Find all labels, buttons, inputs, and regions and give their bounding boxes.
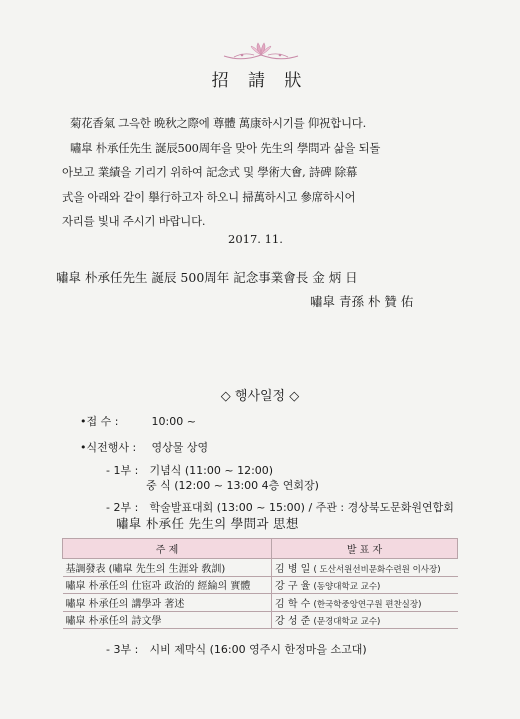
- schedule-part1: [106, 462, 273, 478]
- part3-value: 시비 제막식 (16:00 영주시 한정마을 소고대): [149, 643, 367, 656]
- presenter-affiliation: ( 도산서원선비문화수련원 이사장): [313, 564, 441, 575]
- presenter-cell: [272, 611, 458, 629]
- presenter-affiliation: (한국학중앙연구원 편찬실장): [313, 599, 422, 610]
- invitation-date: 2017. 11.: [228, 232, 283, 246]
- presenter-name: 김 병 일: [275, 563, 311, 575]
- topic-cell: 嘯皐 朴承任의 仕宦과 政治的 經綸의 實體: [63, 576, 272, 594]
- table-header-presenter: 발 표 자: [272, 539, 458, 559]
- schedule-title: ◇ 행사일정 ◇: [220, 389, 300, 404]
- table-row: [63, 576, 458, 594]
- part1-label: - 1부 :: [106, 464, 139, 477]
- schedule-part3: [106, 641, 367, 657]
- table-header-topic: 주 제: [63, 539, 272, 559]
- schedule-pre-event: [80, 439, 208, 455]
- topic-cell: 嘯皐 朴承任의 講學과 著述: [63, 594, 272, 612]
- invitation-body: [62, 111, 466, 234]
- reception-value: 10:00 ~: [151, 415, 196, 428]
- pre-event-label: •식전행사 :: [80, 441, 137, 454]
- presenter-affiliation: (동양대학교 교수): [313, 582, 381, 593]
- topic-cell: 嘯皐 朴承任의 詩文學: [63, 611, 272, 629]
- part1-line1: 기념식 (11:00 ~ 12:00): [149, 464, 274, 477]
- body-line: 菊花香氣 그윽한 晩秋之際에 尊體 萬康하시기를 仰祝합니다.: [70, 116, 367, 130]
- presenter-cell: [272, 594, 458, 612]
- body-line: 자리를 빛내 주시기 바랍니다.: [62, 214, 206, 228]
- part2-label: - 2부 :: [106, 501, 139, 514]
- presenter-name: 김 학 수: [275, 598, 311, 610]
- presentation-table: [62, 538, 458, 629]
- schedule-part2: [106, 499, 454, 515]
- host-line-1: 嘯皐 朴承任先生 誕辰 500周年 記念事業會長 金 炳 日: [56, 270, 358, 285]
- part3-label: - 3부 :: [106, 643, 139, 656]
- presenter-name: 강 구 율: [275, 581, 311, 593]
- part1-line2: 중 식 (12:00 ~ 13:00 4층 연회장): [146, 479, 319, 492]
- topic-cell: 基調發表 (嘯皐 先生의 生涯와 敎訓): [63, 559, 272, 577]
- presenter-name: 강 성 준: [275, 616, 311, 628]
- reception-label: •접 수 :: [80, 415, 119, 428]
- body-line: 아보고 業績을 기리기 위하여 記念式 및 學術大會, 詩碑 除幕: [62, 165, 358, 179]
- table-row: [63, 559, 458, 577]
- presenter-cell: [272, 559, 458, 577]
- schedule-reception: [80, 413, 196, 429]
- body-line: 嘯皐 朴承任先生 誕辰500周年을 맞아 先生의 學問과 삶을 되돌: [70, 140, 381, 155]
- symposium-title: 嘯皐 朴承任 先生의 學問과 思想: [116, 516, 299, 531]
- part2-value: 학술발표대회 (13:00 ~ 15:00) / 주관 : 경상북도문화원연합회: [149, 501, 454, 514]
- presenter-affiliation: (문경대학교 교수): [313, 617, 381, 628]
- floral-ornament: [222, 40, 300, 62]
- body-line: 式을 아래와 같이 擧行하고자 하오니 掃萬하시고 參席하시어: [62, 189, 356, 204]
- host-line-2: 嘯皐 青孫 朴 贊 佑: [310, 294, 414, 309]
- pre-event-value: 영상물 상영: [151, 441, 209, 454]
- table-row: [63, 594, 458, 612]
- presenter-cell: [272, 576, 458, 594]
- invitation-title: 招 請 狀: [211, 71, 309, 91]
- table-row: [63, 611, 458, 629]
